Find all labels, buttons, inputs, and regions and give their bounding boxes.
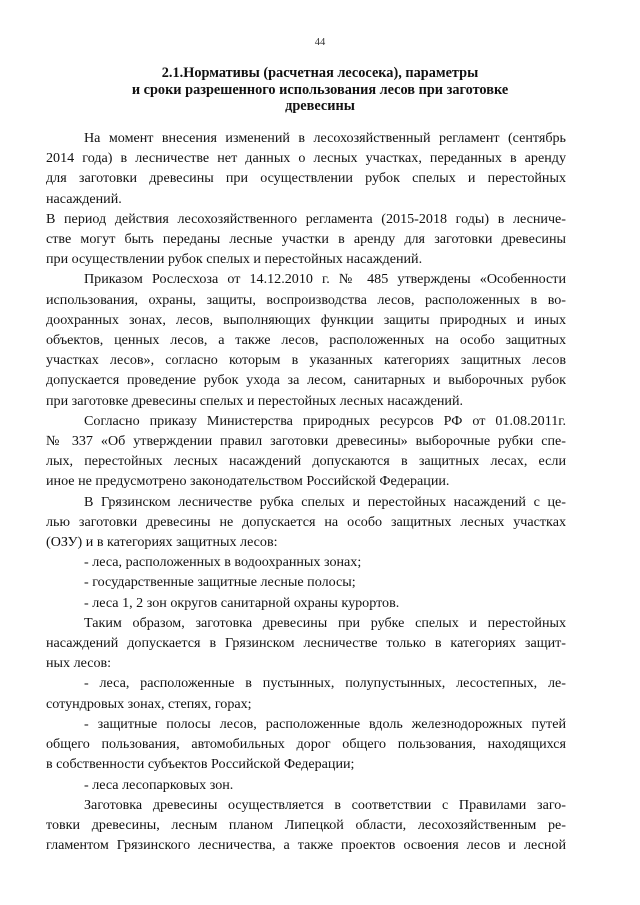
text-line: В Грязинском лесничестве рубка спелых и перестойных насаждений с це- <box>84 493 566 510</box>
text-line: доохранных зонах, лесов, выполняющих функции защиты природных и иных <box>46 311 566 328</box>
paragraph <box>46 128 566 209</box>
text-line: стве могут быть переданы лесные участки в аренду для заготовки древесины <box>46 231 566 248</box>
text-line: насаждений. <box>46 190 122 207</box>
text-line: гламентом Грязинского лесничества, а также проектов освоения лесов и лесной <box>46 837 566 854</box>
paragraph <box>46 411 566 492</box>
paragraph <box>46 795 566 856</box>
text-line: лых, перестойных лесных насаждений допускаются в защитных лесах, если <box>46 453 566 470</box>
text-line: (ОЗУ) и в категориях защитных лесов: <box>46 534 278 551</box>
text-line: при заготовке древесины спелых и перестойных лесных насаждений. <box>46 392 464 409</box>
list-item <box>46 552 566 572</box>
text-line: Согласно приказу Министерства природных ресурсов РФ от 01.08.2011г. <box>84 412 566 429</box>
text-line: - леса, расположенных в водоохранных зонах; <box>84 554 362 571</box>
paragraph <box>46 209 566 270</box>
list-item <box>46 673 566 713</box>
section-heading <box>110 65 530 115</box>
text-line: Заготовка древесины осуществляется в соответствии с Правилами заго- <box>84 796 566 813</box>
text-line: товки древесины, лесным планом Липецкой области, лесохозяйственным ре- <box>46 816 566 833</box>
heading-line-3: древесины <box>285 98 355 114</box>
document-body <box>46 128 566 855</box>
text-line: при осуществлении рубок спелых и перестойных насаждений. <box>46 251 423 268</box>
text-line: Таким образом, заготовка древесины при рубке спелых и перестойных <box>84 614 566 631</box>
text-line: ных лесов: <box>46 655 112 672</box>
text-line: Приказом Рослесхоза от 14.12.2010 г. № 485 утверждены «Особенности <box>84 271 566 288</box>
text-line: сотундровых зонах, степях, горах; <box>46 695 252 712</box>
list-item <box>46 775 566 795</box>
heading-line-2: и сроки разрешенного использования лесов при заготовке <box>131 81 509 98</box>
paragraph <box>46 492 566 553</box>
text-line: участках лесов», согласно которым в указанных категориях защитных лесов <box>46 352 566 369</box>
text-line: объектов, ценных лесов, а также лесов, расположенных на особо защитных <box>46 332 566 349</box>
text-line: На момент внесения изменений в лесохозяйственный регламент (сентябрь <box>84 130 566 146</box>
text-line: 2014 года) в лесничестве нет данных о лесных участках, переданных в аренду <box>46 150 566 167</box>
paragraph <box>46 613 566 674</box>
list-item <box>46 714 566 775</box>
text-line: иное не предусмотрено законодательством Российской Федерации. <box>46 473 450 490</box>
list-item <box>46 593 566 613</box>
paragraph <box>46 269 566 410</box>
text-line: - государственные защитные лесные полосы; <box>84 574 356 591</box>
text-line: лью заготовки древесины не допускается на особо защитных лесных участках <box>46 513 566 530</box>
text-line: использования, охраны, защиты, воспроизводства лесов, расположенных в во- <box>46 291 566 308</box>
text-line: в собственности субъектов Российской Федерации; <box>46 756 355 773</box>
list-item <box>46 572 566 592</box>
text-line: № 337 «Об утверждении правил заготовки древесины» выборочные рубки спе- <box>46 433 566 450</box>
heading-line-1: 2.1.Нормативы (расчетная лесосека), параметры <box>161 65 479 81</box>
text-line: насаждений допускается в Грязинском лесничестве только в категориях защит- <box>46 635 566 652</box>
text-line: В период действия лесохозяйственного регламента (2015-2018 годы) в лесниче- <box>46 210 566 227</box>
text-line: для заготовки древесины при осуществлении рубок спелых и перестойных <box>46 170 566 187</box>
text-line: допускается проведение рубок ухода за лесом, санитарных и выборочных рубок <box>46 372 566 389</box>
text-line: - леса, расположенные в пустынных, полупустынных, лесостепных, ле- <box>84 675 566 692</box>
page-number: 44 <box>314 37 326 48</box>
text-line: - леса лесопарковых зон. <box>84 776 234 793</box>
text-line: общего пользования, автомобильных дорог общего пользования, находящихся <box>46 736 566 753</box>
text-line: - защитные полосы лесов, расположенные вдоль железнодорожных путей <box>84 715 566 732</box>
text-line: - леса 1, 2 зон округов санитарной охраны курортов. <box>84 594 400 611</box>
